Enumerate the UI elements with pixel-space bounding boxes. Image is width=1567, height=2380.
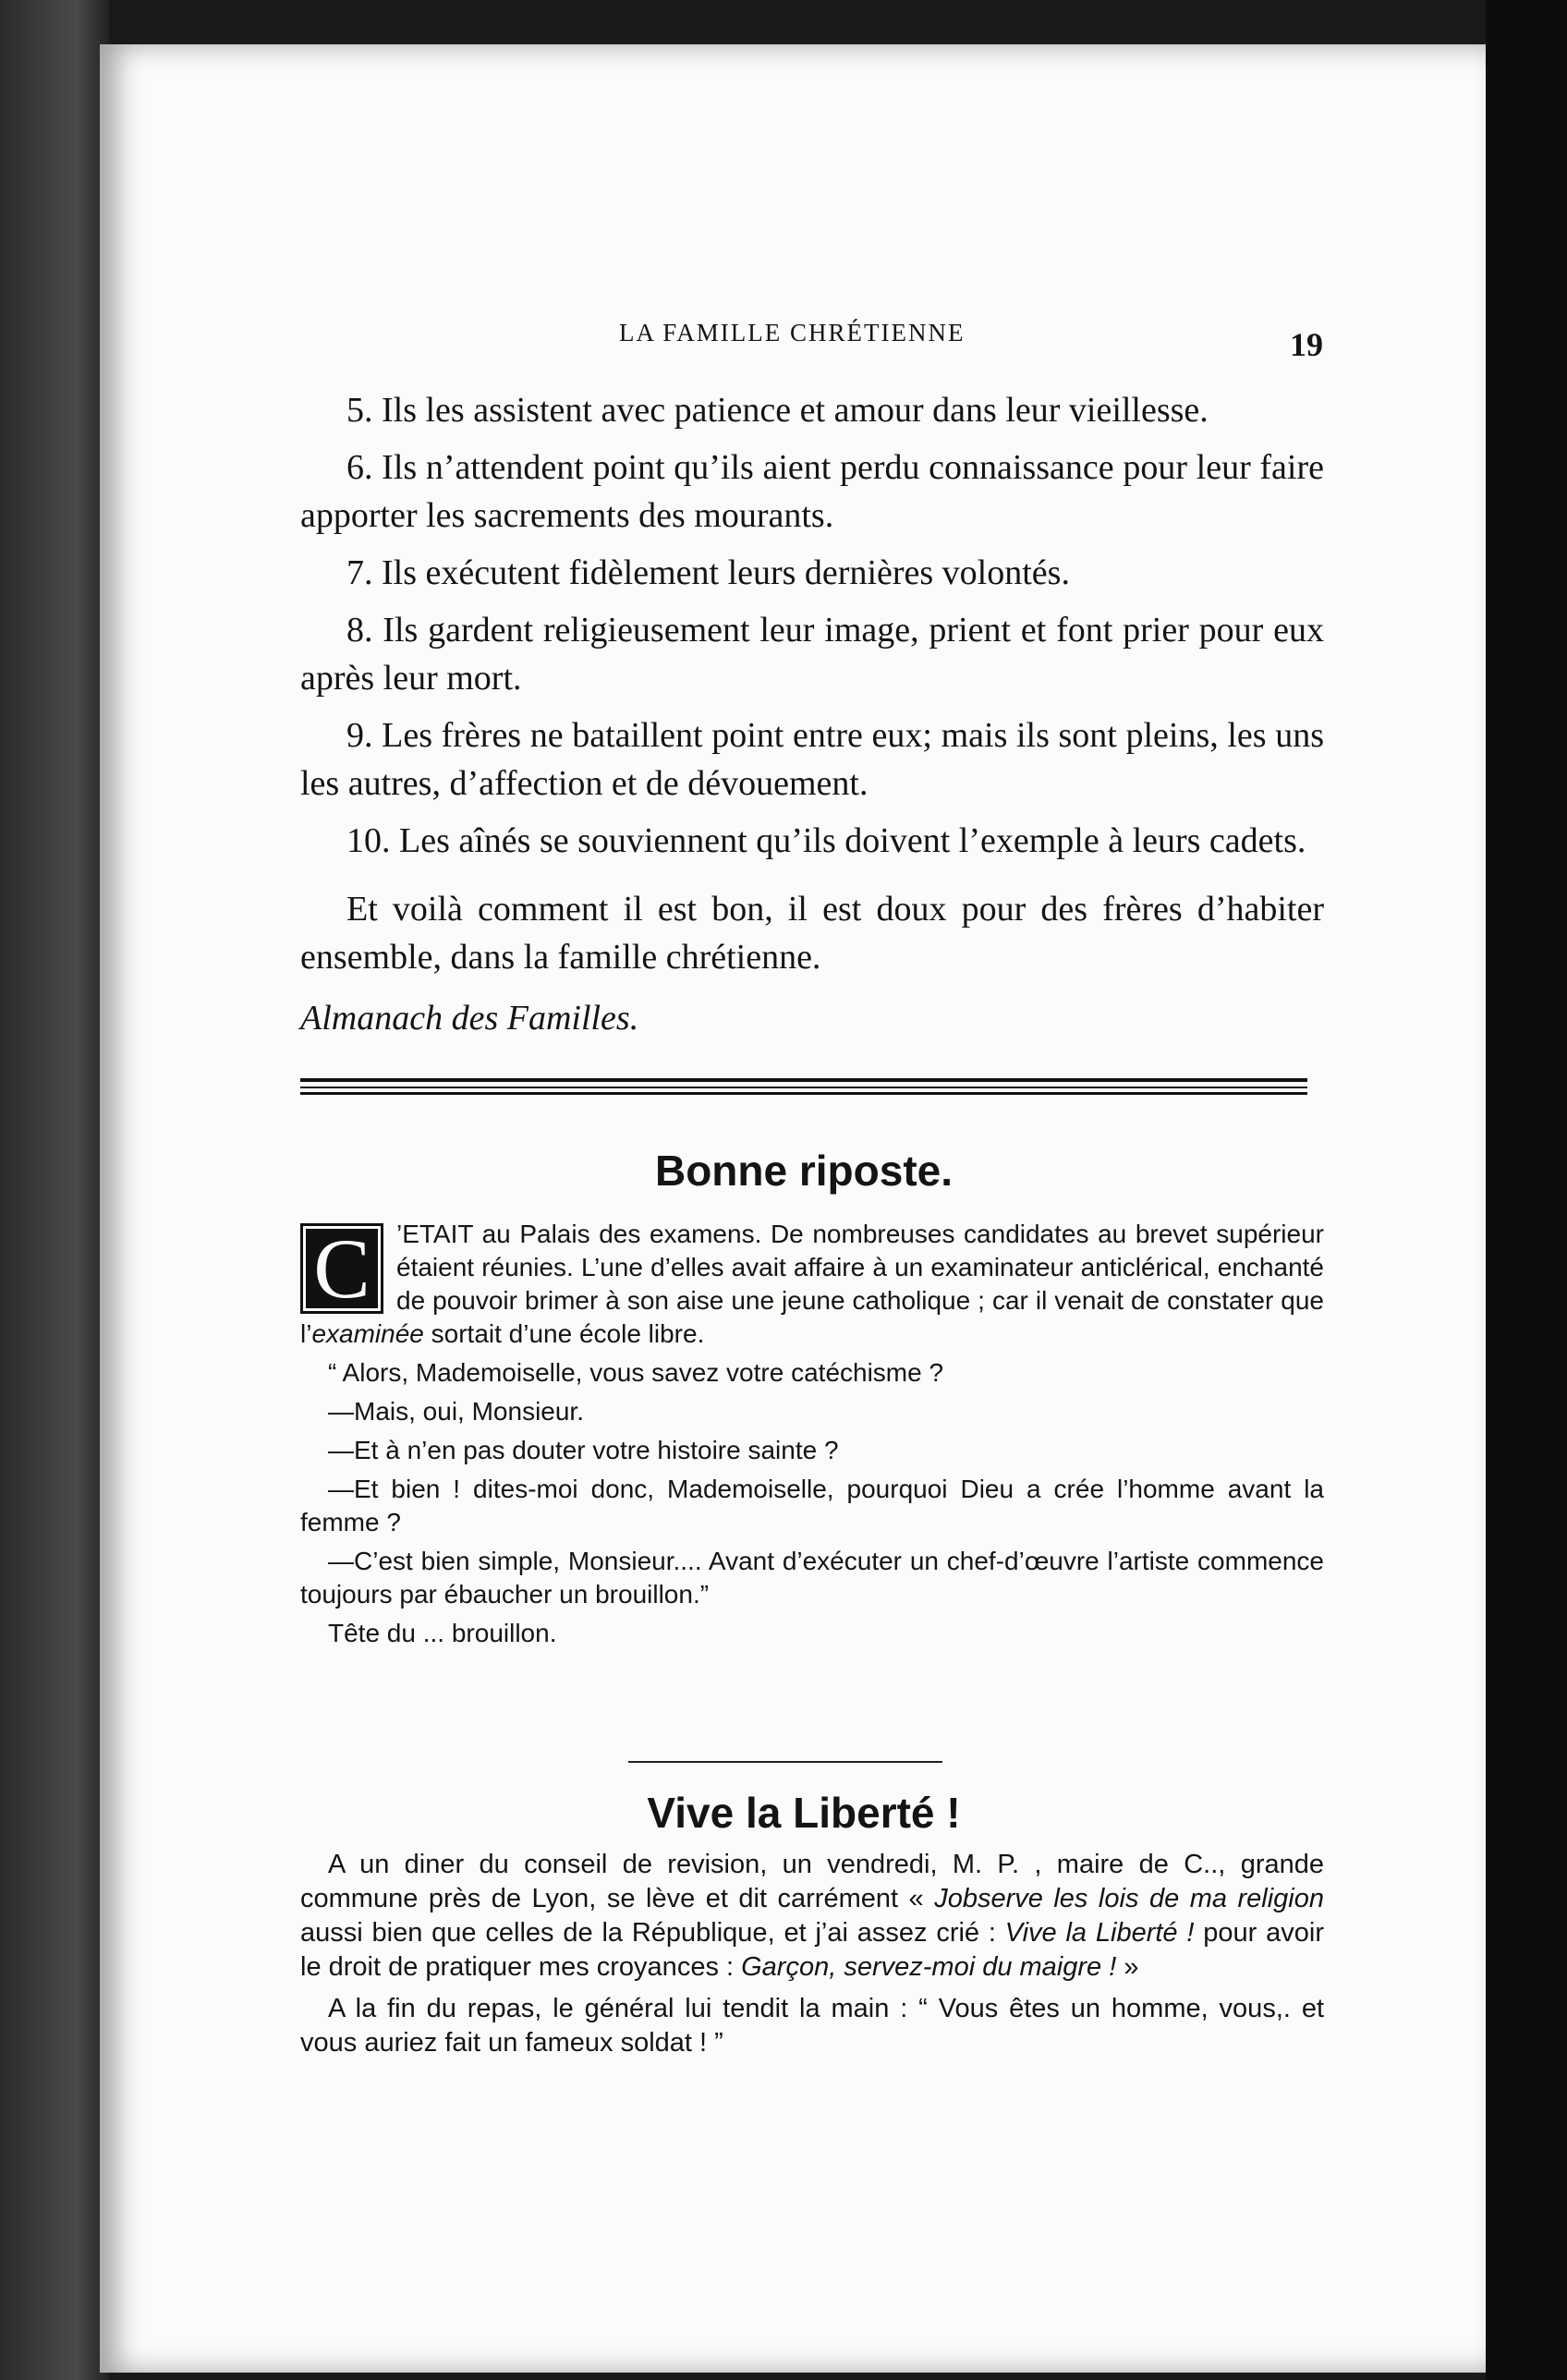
dialogue-line: “ Alors, Mademoiselle, vous savez votre catéchisme ?	[328, 1358, 944, 1387]
text-run-italic: Garçon, servez-moi du maigre !	[741, 1952, 1117, 1982]
text-run: aussi bien que celles de la République, et j’ai assez crié :	[300, 1918, 1005, 1948]
text-run-italic: Vive la Liberté !	[1004, 1918, 1195, 1948]
paragraph: A la fin du repas, le général lui tendit la main : “ Vous êtes un homme, vous,. et vous auriez fait un fameux soldat ! ”	[300, 1994, 1324, 2058]
text-run-italic: Jobserve les lois de ma religion	[934, 1884, 1324, 1913]
heading-bonne-riposte: Bonne riposte.	[654, 1147, 954, 1195]
paragraph: Et voilà comment il est bon, il est doux pour des frères d’habiter ensemble, dans la famille chrétienne.	[300, 890, 1324, 977]
text-run: pour avoir le droit de pratiquer mes croyances :	[300, 1918, 1324, 1982]
text-run: »	[1116, 1952, 1139, 1982]
source-signature: Almanach des Familles.	[300, 999, 639, 1038]
section-vive-la-liberte	[300, 1848, 1324, 2068]
paragraph-intro	[300, 1218, 1324, 1351]
dialogue-line: —C’est bien simple, Monsieur.... Avant d’exécuter un chef-d’œuvre l’artiste commence toujours par ébaucher un brouillon.”	[300, 1547, 1324, 1609]
short-divider	[628, 1761, 942, 1763]
dropcap-letter: C	[300, 1223, 383, 1314]
left-page-edge	[0, 0, 109, 2380]
running-title: LA FAMILLE CHRÉTIENNE	[619, 319, 966, 346]
paragraph: 5. Ils les assistent avec patience et amour dans leur vieillesse.	[346, 391, 1209, 430]
text-run-italic: examinée	[311, 1319, 424, 1348]
paragraph: 8. Ils gardent religieusement leur image, prient et font prier pour eux après leur mort.	[300, 611, 1324, 698]
section-bonne-riposte	[300, 1218, 1324, 1656]
paragraph: 10. Les aînés se souviennent qu’ils doivent l’exemple à leurs cadets.	[346, 821, 1306, 860]
section-divider	[300, 1078, 1307, 1095]
dialogue-line: —Et à n’en pas douter votre histoire sainte ?	[328, 1436, 839, 1464]
paragraph: 7. Ils exécutent fidèlement leurs dernières volontés.	[346, 553, 1070, 592]
text-run: ’ETAIT au Palais des examens. De nombreuses candidates au brevet supérieur étaient réunies. L’une d’elles avait affaire à un examinateur anticlérical, enchanté de pouvoir brimer à son aise une jeune catholique ; car il venait de constater que l’	[300, 1220, 1324, 1348]
closing-line: Tête du ... brouillon.	[328, 1619, 557, 1647]
section-famille-chretienne	[300, 386, 1324, 1051]
heading-vive-la-liberte: Vive la Liberté !	[647, 1789, 961, 1837]
dialogue-line: —Mais, oui, Monsieur.	[328, 1397, 584, 1426]
dialogue-line: —Et bien ! dites-moi donc, Mademoiselle, pourquoi Dieu a crée l’homme avant la femme ?	[300, 1475, 1324, 1536]
paragraph: 9. Les frères ne bataillent point entre eux; mais ils sont pleins, les uns les autres, d’affection et de dévouement.	[300, 716, 1324, 803]
text-run: sortait d’une école libre.	[423, 1319, 705, 1348]
right-background	[1486, 0, 1567, 2380]
paragraph	[300, 1848, 1324, 1985]
text-run: A un diner du conseil de revision, un vendredi, M. P. , maire de C.., grande commune près de Lyon, se lève et dit carrément «	[300, 1850, 1324, 1913]
page-number: 19	[1290, 326, 1323, 363]
paragraph: 6. Ils n’attendent point qu’ils aient perdu connaissance pour leur faire apporter les sacrements des mourants.	[300, 448, 1324, 535]
